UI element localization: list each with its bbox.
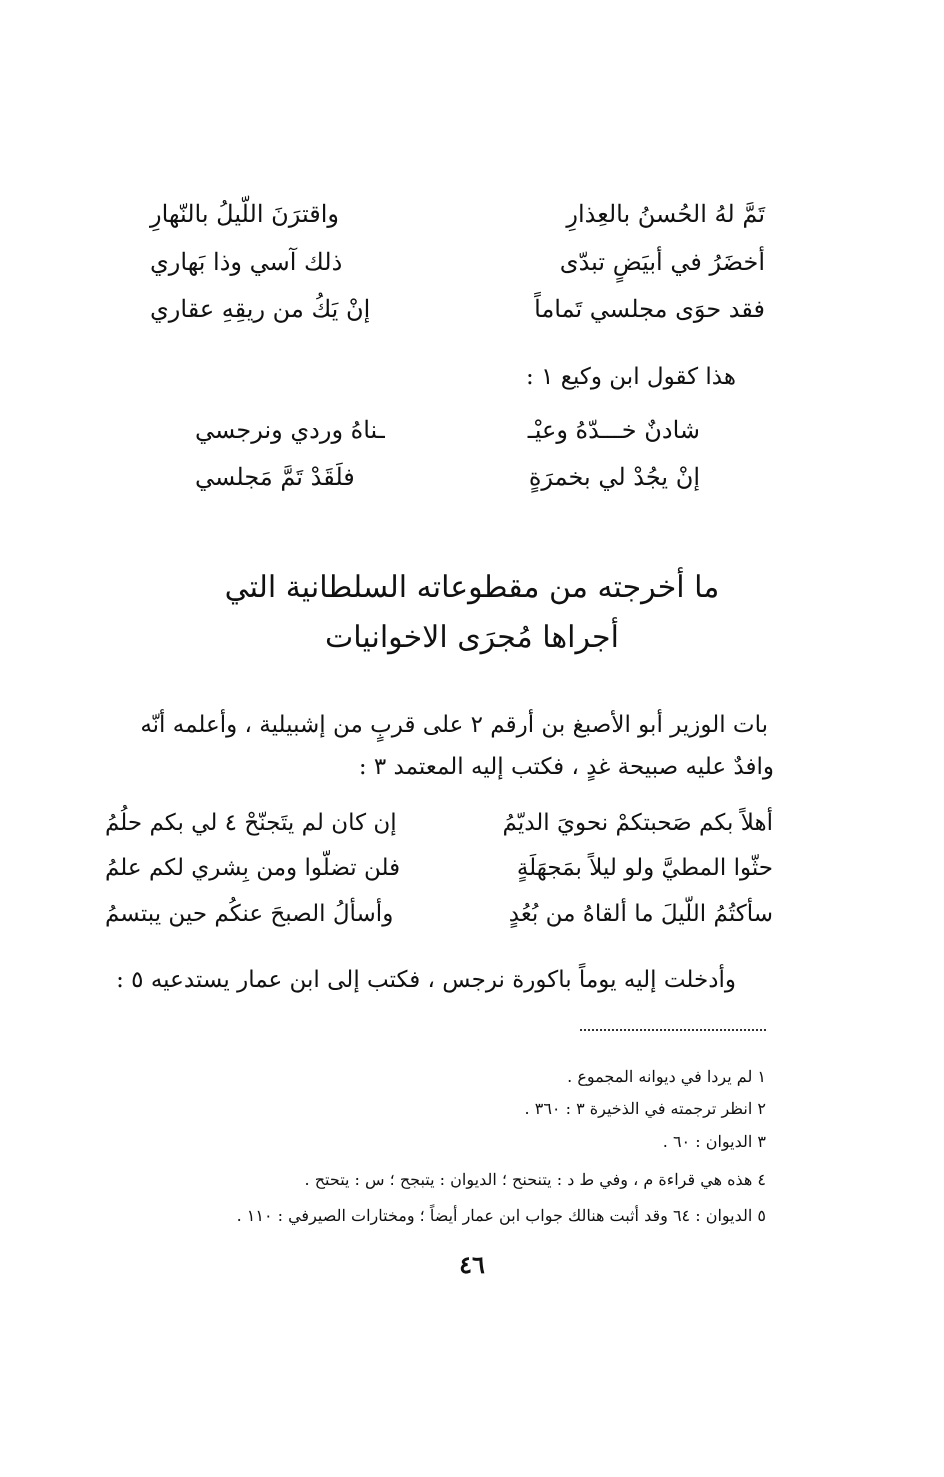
hemistich-left: ذلك آسي وذا بَهاري: [150, 248, 343, 276]
poem1-verse-1: [150, 202, 765, 226]
poem3-verse-3: [105, 903, 773, 926]
hemistich-right: أهلاً بكم صَحبتكمْ نحويَ الديّمُ: [502, 810, 773, 836]
prose-line-2: وافدٌ عليه صبيحة غدٍ ، فكتب إليه المعتمد ٣ :: [358, 754, 774, 780]
section-heading-line-2: أجراها مُجرَى الاخوانيات: [325, 620, 619, 655]
hemistich-left: إن كان لم يتَجنّحْ ٤ لي بكم حلُمُ: [105, 810, 397, 836]
poem1-verse-3: [150, 297, 765, 321]
hemistich-left: واقترَنَ اللّيلُ بالنّهارِ: [150, 200, 339, 228]
footnote-4: ٤ هذه هي قراءة م ، وفي ط د : يتنحنح ؛ الديوان : يتبجح ؛ س : يتحتح .: [304, 1170, 766, 1189]
hemistich-left: فلن تضلّوا ومن بِشري لكم علمُ: [105, 855, 401, 881]
poem2-verse-2: [195, 465, 700, 489]
hemistich-right: أخضَرُ في أبيَضٍ تبدّى: [559, 248, 765, 276]
footnote-3: ٣ الديوان : ٦٠ .: [662, 1132, 766, 1151]
footnote-2: ٢ انظر ترجمته في الذخيرة ٣ : ٣٦٠ .: [524, 1099, 766, 1118]
poem3-verse-2: [105, 857, 773, 880]
hemistich-left: إنْ يَكُ من ريقِهِ عقاري: [150, 295, 371, 323]
intro-text: هذا كقول ابن وكيع ١ :: [526, 364, 736, 390]
prose-line-3: وأدخلت إليه يوماً باكورة نرجس ، فكتب إلى ابن عمار يستدعيه ٥ :: [116, 967, 736, 993]
hemistich-left: فلَقَدْ تَمَّ مَجلسي: [195, 463, 355, 491]
footnote-5: ٥ الديوان : ٦٤ وقد أثبت هنالك جواب ابن عمار أيضاً ؛ ومختارات الصيرفي : ١١٠ .: [236, 1206, 766, 1225]
poem3-verse-1: [105, 812, 773, 835]
hemistich-right: فقد حوَى مجلسي تَماماً: [534, 295, 765, 323]
page-number: ٤٦: [459, 1250, 485, 1279]
hemistich-right: حثّوا المطيَّ ولو ليلاً بمَجهَلَةٍ: [516, 855, 773, 881]
poem1-verse-2: [150, 250, 765, 274]
hemistich-right: تَمَّ لهُ الحُسنُ بالعِذارِ: [566, 200, 765, 228]
prose-line-1: بات الوزير أبو الأصبغ بن أرقم ٢ على قربٍ من إشبيلية ، وأعلمه أنّه: [140, 712, 768, 738]
footnote-1: ١ لم يردا في ديوانه المجموع .: [567, 1067, 766, 1086]
section-heading-line-1: ما أخرجته من مقطوعاته السلطانية التي: [224, 570, 720, 605]
poem2-verse-1: [195, 418, 700, 442]
hemistich-right: شادنٌ خـــدّهُ وعيْـ: [527, 416, 700, 444]
footnote-divider: [580, 1029, 766, 1031]
hemistich-left: وأسألُ الصبحَ عنكُم حين يبتسمُ: [105, 901, 394, 927]
hemistich-right: سأكتُمُ اللّيلَ ما ألقاهُ من بُعُدٍ: [508, 901, 773, 927]
hemistich-right: إنْ يجُدْ لي بخمرَةٍ: [528, 463, 700, 491]
hemistich-left: ـناهُ وردي ونرجسي: [195, 416, 385, 444]
